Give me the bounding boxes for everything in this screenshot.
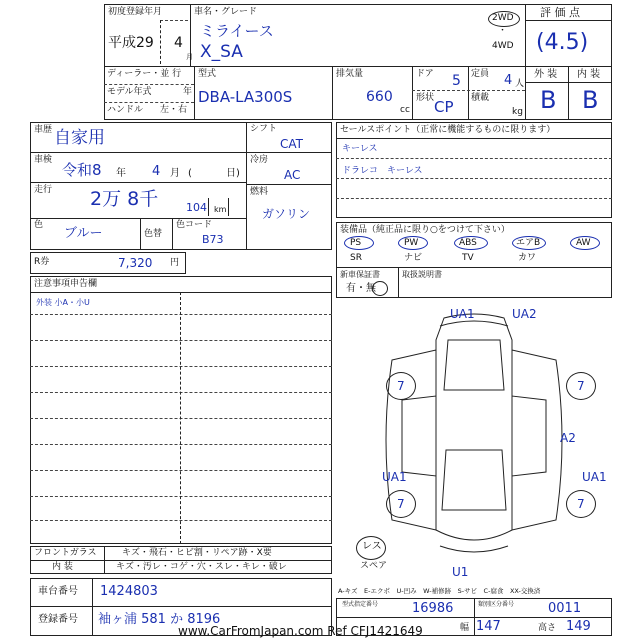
mileage-sub: 104 <box>186 201 207 214</box>
car-name: ミライース <box>200 22 274 40</box>
repaint-label: 色替 <box>144 229 163 239</box>
drive-dot: ・ <box>498 26 508 36</box>
equip-aw: AW <box>576 238 591 248</box>
shift-value: CAT <box>280 137 303 151</box>
type-label: 型式 <box>198 69 217 79</box>
drive-4wd: 4WD <box>492 41 514 51</box>
capacity-label: 定員 <box>471 69 490 79</box>
height-value: 149 <box>566 619 591 634</box>
usage-label: 車歴 <box>34 125 53 135</box>
usage-value: 自家用 <box>54 128 105 148</box>
car-name-label: 車名・グレード <box>194 7 258 17</box>
eval-score: (4.5) <box>536 30 589 55</box>
mileage-value: 2万 8千 <box>90 188 159 210</box>
damage-mark: 7 <box>577 497 585 511</box>
reg-month: 4 <box>174 35 183 51</box>
shape-label: 形状 <box>416 93 435 103</box>
equip-pw: PW <box>404 238 419 248</box>
recycle-box <box>30 252 186 274</box>
eval-label: 評 価 点 <box>540 6 580 19</box>
type-approval-label: 型式指定番号 <box>342 601 379 608</box>
damage-mark: U1 <box>452 565 469 579</box>
kg-unit: kg <box>512 107 523 117</box>
door-value: 5 <box>452 73 461 89</box>
ac-value: AC <box>284 168 301 182</box>
shift-label: シフト <box>250 124 278 134</box>
watermark: www.CarFromJapan.com Ref CFJ1421649 <box>178 624 423 638</box>
windshield-label: フロントガラス <box>34 548 97 558</box>
color-label: 色 <box>34 220 44 230</box>
equipment-title: 装備品（純正品に限り○をつけて下さい） <box>340 225 510 235</box>
registration-value: 袖ヶ浦 581 か 8196 <box>98 612 221 627</box>
damage-mark: 7 <box>577 379 585 393</box>
type-value: DBA-LA300S <box>198 88 293 106</box>
capacity-value: 4 <box>504 73 513 88</box>
equip-tv: TV <box>462 253 474 263</box>
spare-mark: レス <box>362 541 382 552</box>
windshield-text: キズ・飛石・ヒビ割・リペア跡・X要 <box>122 548 272 558</box>
inspection-day-open: ( <box>188 168 192 179</box>
inspection-value: 令和8 <box>62 161 102 179</box>
sales-point-item: キーレス <box>342 144 378 154</box>
damage-mark: UA1 <box>582 470 607 484</box>
equip-leather: カワ <box>518 253 537 263</box>
displacement-value: 660 <box>366 89 393 105</box>
equip-sr: SR <box>350 253 362 263</box>
fuel-label: 燃料 <box>250 187 269 197</box>
inspection-label: 車検 <box>34 155 53 165</box>
shape-value: CP <box>434 98 454 116</box>
interior-label: 内 装 <box>52 562 73 572</box>
manual-label: 取扱説明書 <box>402 270 442 279</box>
width-label: 幅 <box>460 623 470 633</box>
notes-first-entry: 外装 小A・小U <box>36 298 90 307</box>
reg-month-unit: 月 <box>186 53 193 61</box>
handle-value: 左・右 <box>160 105 188 115</box>
damage-mark: UA1 <box>382 470 407 484</box>
model-year-unit: 年 <box>183 87 193 97</box>
color-code-value: B73 <box>202 233 224 246</box>
chassis-value: 1424803 <box>100 584 158 599</box>
inspection-year-unit: 年 <box>116 168 126 179</box>
damage-mark: UA2 <box>512 307 537 321</box>
interior-label: 内 装 <box>577 69 601 80</box>
recycle-label: R券 <box>34 257 50 267</box>
height-label: 高さ <box>538 623 557 633</box>
damage-mark: A2 <box>560 431 576 445</box>
color-code-label: 色コード <box>176 220 213 230</box>
type-approval-value: 16986 <box>412 601 454 616</box>
mileage-label: 走行 <box>34 185 53 195</box>
reg-era: 平成29 <box>108 35 154 51</box>
equip-ps: PS <box>350 238 362 248</box>
chassis-label: 車台番号 <box>38 586 78 597</box>
drive-2wd: 2WD <box>492 13 514 23</box>
width-value: 147 <box>476 619 501 634</box>
warranty-label: 新車保証書 <box>340 270 380 279</box>
cc-unit: cc <box>400 105 410 115</box>
color-value: ブルー <box>64 226 103 241</box>
damage-mark: 7 <box>397 379 405 393</box>
fuel-value: ガソリン <box>262 207 311 221</box>
sales-point-item: ドラレコ キーレス <box>342 166 423 176</box>
warranty-value: 有・無 <box>346 283 376 294</box>
reg-date-label: 初度登録年月 <box>108 7 163 17</box>
exterior-label: 外 装 <box>534 69 558 80</box>
spare-label: スペア <box>360 561 388 571</box>
class-value: 0011 <box>548 601 582 616</box>
ac-label: 冷房 <box>250 155 269 165</box>
registration-label: 登録番号 <box>38 614 78 625</box>
class-label: 類別区分番号 <box>478 601 515 608</box>
recycle-value: 7,320 <box>118 256 153 270</box>
equip-abs: ABS <box>459 238 477 248</box>
damage-mark: 7 <box>397 497 405 511</box>
car-grade: X_SA <box>200 42 243 62</box>
load-label: 積載 <box>471 93 490 103</box>
handle-label: ハンドル <box>107 105 144 115</box>
inspection-month-unit: 月 <box>170 168 180 179</box>
equip-airbag: エアB <box>516 238 541 248</box>
displacement-label: 排気量 <box>336 69 364 79</box>
inspection-month: 4 <box>152 164 161 179</box>
notes-title: 注意事項申告欄 <box>34 279 98 289</box>
model-year-label: モデル年式 <box>107 87 152 97</box>
km-unit: km <box>214 205 227 214</box>
exterior-grade: B <box>540 86 557 114</box>
door-label: ドア <box>416 69 434 79</box>
interior-grade: B <box>582 86 599 114</box>
capacity-unit: 人 <box>515 79 525 89</box>
damage-legend: A-キズ E-エクボ U-凹み W-補修跡 S-サビ C-腐食 XX-交換済 <box>338 587 541 595</box>
dealer-label: ディーラー・並 行 <box>107 69 182 79</box>
notes-box <box>30 276 332 544</box>
recycle-unit: 円 <box>170 258 180 268</box>
inspection-day-unit: 日) <box>226 168 240 179</box>
sales-points-title: セールスポイント（正常に機能するものに限ります） <box>340 125 556 135</box>
equip-navi: ナビ <box>404 253 423 263</box>
interior-text: キズ・汚レ・コゲ・穴・スレ・キレ・破レ <box>116 562 287 572</box>
damage-mark: UA1 <box>450 307 475 321</box>
